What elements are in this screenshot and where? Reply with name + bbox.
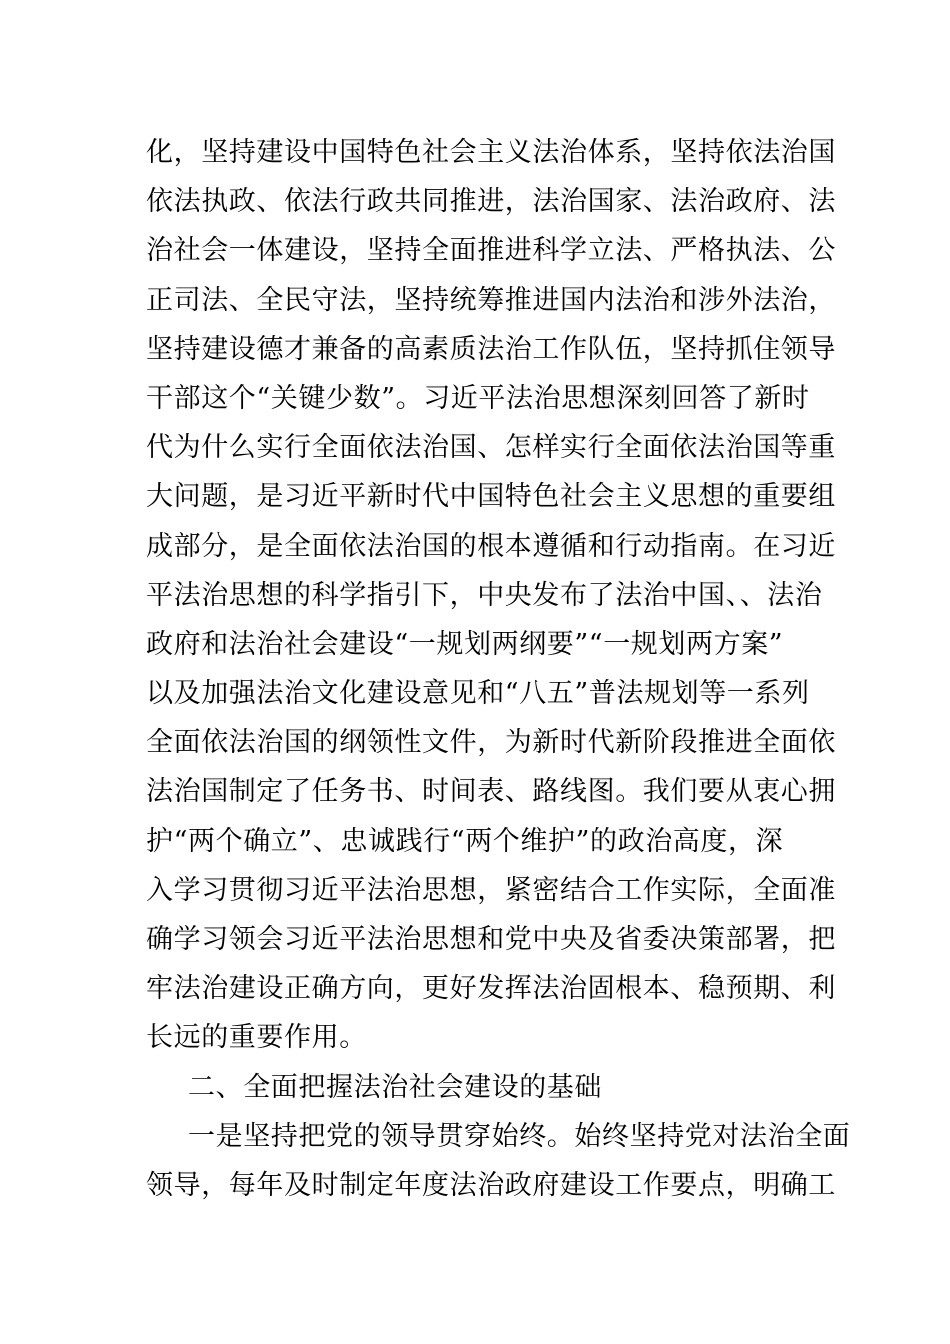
text-line: 长远的重要作用。 xyxy=(146,1022,367,1054)
text-line: 牢法治建设正确方向，更好发挥法治固根本、稳预期、利 xyxy=(146,973,836,1005)
body-text xyxy=(146,128,851,1210)
text-line: 领导，每年及时制定年度法治政府建设工作要点，明确工 xyxy=(146,1169,836,1201)
text-line: 成部分，是全面依法治国的根本遵循和行动指南。在习近 xyxy=(146,530,836,562)
text-line: 化，坚持建设中国特色社会主义法治体系，坚持依法治国 xyxy=(146,137,836,168)
text-line: 护“两个确立”、忠诚践行“两个维护”的政治高度，深 xyxy=(146,825,784,857)
text-line: 以及加强法治文化建设意见和“八五”普法规划等一系列 xyxy=(146,678,810,710)
text-line: 一是坚持把党的领导贯穿始终。始终坚持党对法治全面 xyxy=(188,1120,851,1152)
text-line: 大问题，是习近平新时代中国特色社会主义思想的重要组 xyxy=(146,481,836,513)
text-line: 正司法、全民守法，坚持统筹推进国内法治和涉外法治， xyxy=(146,284,836,316)
text-line: 平法治思想的科学指引下，中央发布了法治中国、、法治 xyxy=(146,579,823,611)
text-line: 坚持建设德才兼备的高素质法治工作队伍，坚持抓住领导 xyxy=(146,333,836,365)
text-line: 治社会一体建设，坚持全面推进科学立法、严格执法、公 xyxy=(146,235,836,267)
text-line: 全面依法治国的纲领性文件，为新时代新阶段推进全面依 xyxy=(146,727,836,759)
section-heading: 二、全面把握法治社会建设的基础 xyxy=(188,1071,602,1103)
text-line: 入学习贯彻习近平法治思想，紧密结合工作实际，全面准 xyxy=(146,874,836,906)
text-line: 确学习领会习近平法治思想和党中央及省委决策部署，把 xyxy=(146,924,836,955)
text-line: 依法执政、依法行政共同推进，法治国家、法治政府、法 xyxy=(146,186,836,218)
text-line: 代为什么实行全面依法治国、怎样实行全面依法治国等重 xyxy=(146,432,836,464)
text-line: 干部这个“关键少数”。习近平法治思想深刻回答了新时 xyxy=(146,382,810,414)
text-line: 法治国制定了任务书、时间表、路线图。我们要从衷心拥 xyxy=(146,776,836,808)
text-line: 政府和法治社会建设“一规划两纲要”“一规划两方案” xyxy=(146,628,784,660)
